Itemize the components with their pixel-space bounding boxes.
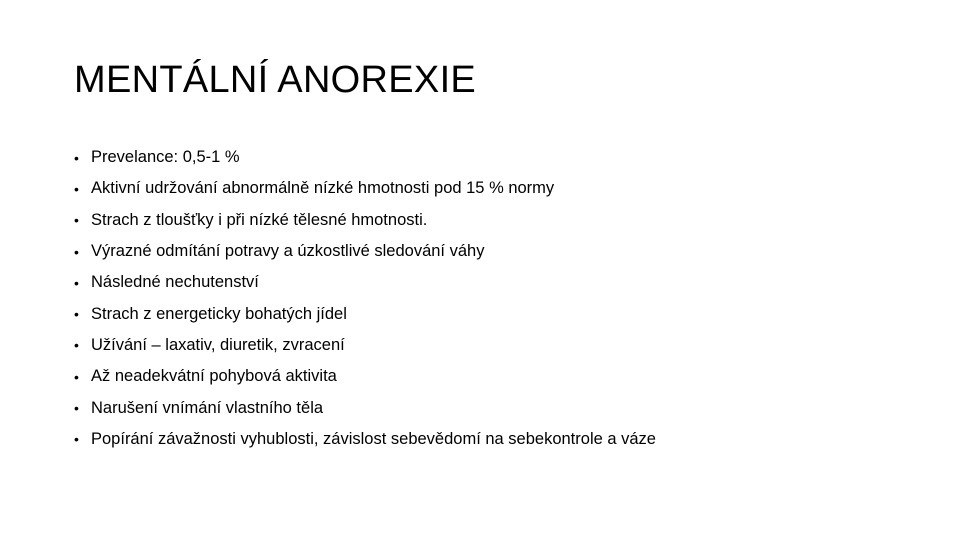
list-item <box>74 173 894 204</box>
bullet-icon: • <box>74 368 79 385</box>
bullet-text: Popírání závažnosti vyhublosti, závislost sebevědomí na sebekontrole a váze <box>91 429 656 448</box>
bullet-icon: • <box>74 149 79 166</box>
bullet-list <box>74 142 894 455</box>
bullet-icon: • <box>74 337 79 354</box>
list-item <box>74 205 894 236</box>
bullet-text: Prevelance: 0,5-1 % <box>91 148 240 167</box>
bullet-icon: • <box>74 431 79 448</box>
bullet-icon: • <box>74 400 79 417</box>
bullet-text: Aktivní udržování abnormálně nízké hmotnosti pod 15 % normy <box>91 179 555 198</box>
list-item <box>74 330 894 361</box>
bullet-icon: • <box>74 180 79 197</box>
list-item <box>74 267 894 298</box>
bullet-text: Narušení vnímání vlastního těla <box>91 398 324 417</box>
list-item <box>74 236 894 267</box>
bullet-text: Strach z energeticky bohatých jídel <box>91 304 347 323</box>
list-item <box>74 424 894 455</box>
bullet-icon: • <box>74 243 79 260</box>
list-item <box>74 142 894 173</box>
slide-title: MENTÁLNÍ ANOREXIE <box>74 59 477 101</box>
bullet-text: Strach z tloušťky i při nízké tělesné hmotnosti. <box>91 210 428 229</box>
bullet-text: Užívání – laxativ, diuretik, zvracení <box>91 335 345 354</box>
bullet-icon: • <box>74 306 79 323</box>
bullet-text: Následné nechutenství <box>91 273 259 292</box>
bullet-text: Výrazné odmítání potravy a úzkostlivé sledování váhy <box>91 242 485 261</box>
list-item <box>74 298 894 329</box>
bullet-text: Až neadekvátní pohybová aktivita <box>91 367 337 386</box>
bullet-icon: • <box>74 212 79 229</box>
list-item <box>74 361 894 392</box>
list-item <box>74 392 894 423</box>
bullet-icon: • <box>74 274 79 291</box>
